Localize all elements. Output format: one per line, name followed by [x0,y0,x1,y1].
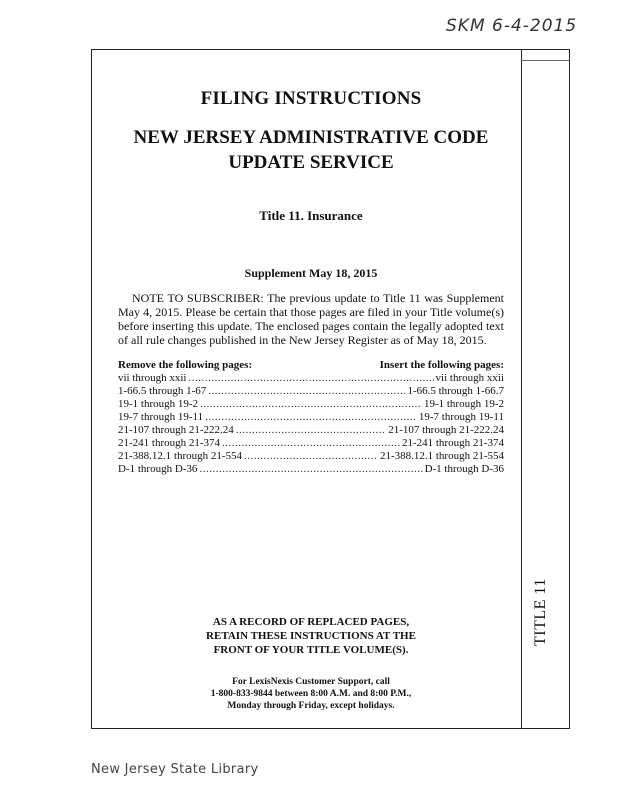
pages-table [118,372,504,476]
code-heading-line-1: NEW JERSEY ADMINISTRATIVE CODE [133,127,489,148]
table-row [118,450,504,463]
customer-support-info [118,676,504,712]
remove-range: 1-66.5 through 1-67 [118,385,207,397]
record-instructions-line-2: RETAIN THESE INSTRUCTIONS AT THE [206,630,416,642]
main-content [118,88,504,476]
leader-dots [222,437,400,450]
title-tab-label: TITLE 11 [532,578,549,646]
table-row [118,385,504,398]
insert-range: 19-7 through 19-11 [418,411,504,423]
code-heading [118,125,504,175]
code-heading-line-2: UPDATE SERVICE [228,152,394,173]
leader-dots [244,450,378,463]
record-instructions [118,615,504,657]
leader-dots [200,398,422,411]
leader-dots [188,372,433,385]
table-row [118,372,504,385]
leader-dots [208,385,405,398]
table-row [118,411,504,424]
remove-range: 21-241 through 21-374 [118,437,221,449]
insert-range: D-1 through D-36 [424,463,504,475]
remove-range: 19-7 through 19-11 [118,411,204,423]
support-line-1: For LexisNexis Customer Support, call [232,677,390,687]
leader-dots [199,463,422,476]
table-row [118,437,504,450]
table-row [118,398,504,411]
title-name: Title 11. Insurance [259,208,363,223]
tab-top-rule [521,60,570,61]
leader-dots [205,411,417,424]
remove-range: 19-1 through 19-2 [118,398,199,410]
pages-table-header [118,359,504,372]
record-instructions-line-3: FRONT OF YOUR TITLE VOLUME(S). [213,644,409,656]
support-line-2: 1-800-833-9844 between 8:00 A.M. and 8:00 P.M., [210,689,412,699]
insert-range: 21-388.12.1 through 21-554 [379,450,504,462]
leader-dots [236,424,386,437]
supplement-date: Supplement May 18, 2015 [244,266,378,280]
remove-range: vii through xxii [118,372,187,384]
record-instructions-line-1: AS A RECORD OF REPLACED PAGES, [212,616,410,628]
remove-range: D-1 through D-36 [118,463,198,475]
remove-pages-header: Remove the following pages: [118,359,253,371]
library-footer: New Jersey State Library [91,762,259,777]
insert-pages-header: Insert the following pages: [379,359,504,371]
handwritten-date-note: SKM 6-4-2015 [446,16,578,36]
insert-range: 21-241 through 21-374 [401,437,504,449]
remove-range: 21-388.12.1 through 21-554 [118,450,243,462]
support-line-3: Monday through Friday, except holidays. [227,701,395,711]
tab-divider-line [521,49,522,729]
insert-range: 21-107 through 21-222.24 [388,424,504,436]
remove-range: 21-107 through 21-222.24 [118,424,234,436]
insert-range: 19-1 through 19-2 [423,398,504,410]
note-to-subscriber: NOTE TO SUBSCRIBER: The previous update to Title 11 was Supplement May 4, 2015. Please be certain that those pages are filed in your Title volume(s) before inserting this update. The enclosed pages contain the legally adopted text of all rule changes published in the New Jersey Register as of May 18, 2015. [118,291,504,347]
table-row [118,424,504,437]
filing-instructions-heading: FILING INSTRUCTIONS [200,88,422,109]
table-row [118,463,504,476]
insert-range: vii through xxii [435,372,504,384]
insert-range: 1-66.5 through 1-66.7 [407,385,504,397]
